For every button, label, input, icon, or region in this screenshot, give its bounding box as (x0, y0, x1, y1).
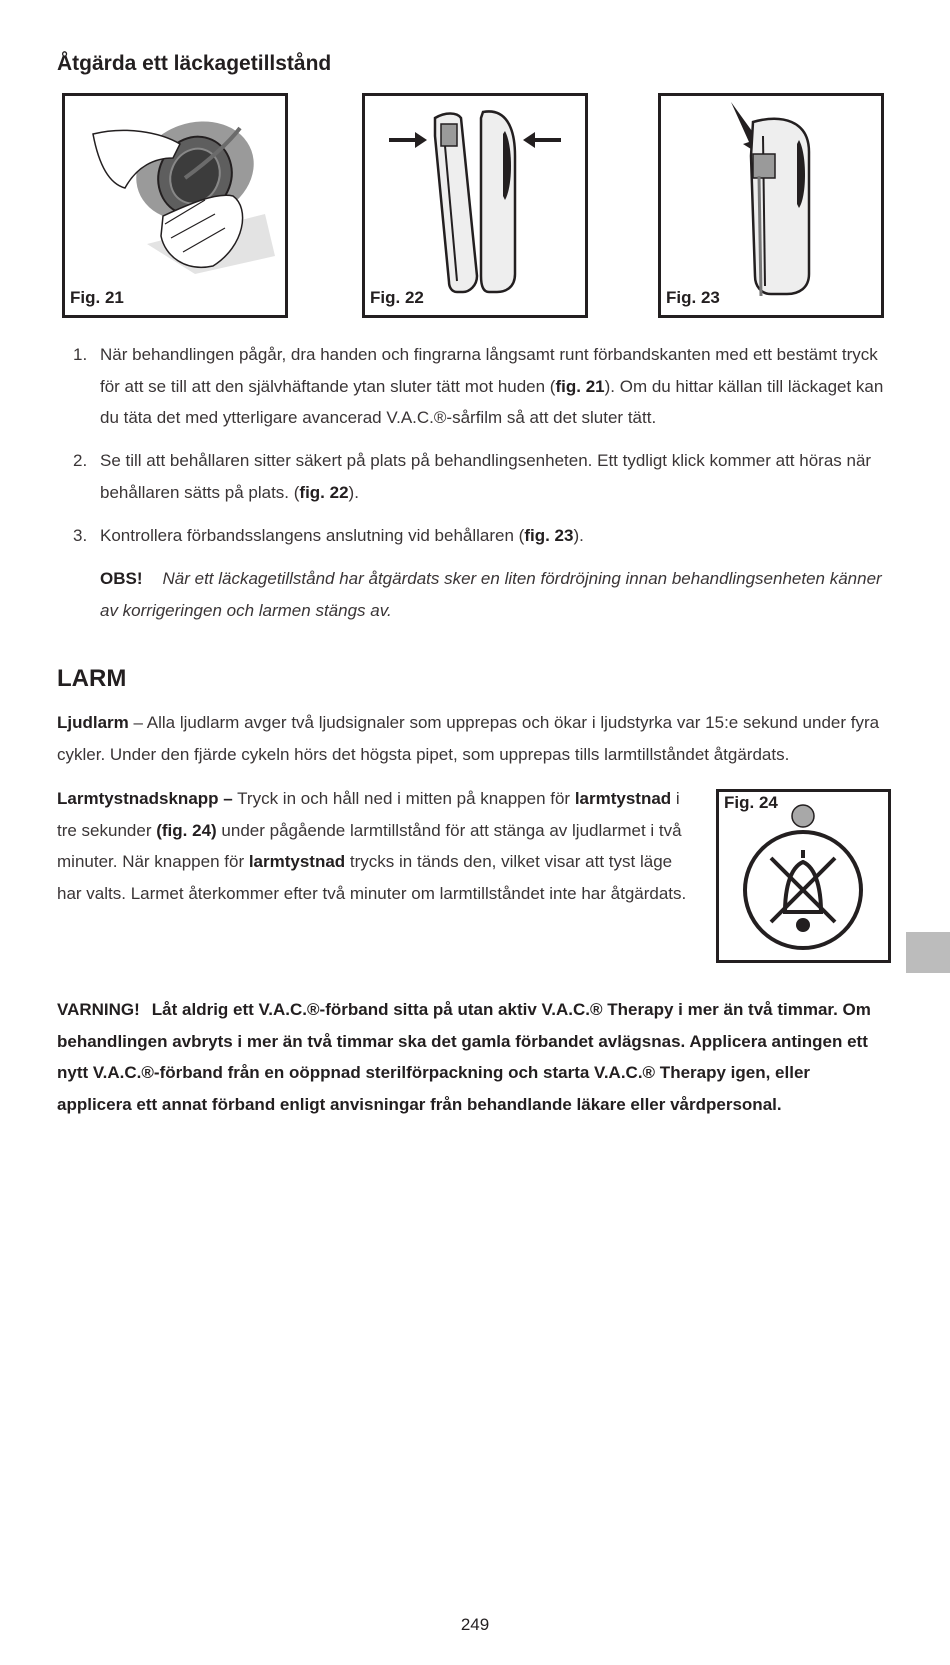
canister-attach-illustration (365, 96, 585, 315)
step-text: ). Om du hittar källan till läckaget kan du täta det med ytterligare avancerad V.A.C.®-sårfilm så att det sluter tätt. (100, 376, 884, 427)
figure-reference: fig. 22 (299, 482, 349, 502)
figure-24-label: Fig. 24 (724, 793, 778, 812)
step-text: ). (573, 526, 584, 545)
paragraph-text: trycks in tänds den, vilket visar att tyst läge har valts. Larmet återkommer efter två minuter om larmtillståndet inte har åtgärdats. (57, 852, 687, 903)
figure-reference: (fig. 24) (156, 820, 217, 840)
larmtystnad-paragraph (57, 783, 697, 909)
page-number: 249 (460, 1615, 490, 1634)
list-item (57, 339, 897, 434)
obs-text: När ett läckagetillstånd har åtgärdats sker en liten fördröjning innan behandlingsenheten känner av korrigeringen och larmen stängs av. (100, 569, 882, 620)
warning-label: VARNING! (57, 1000, 140, 1019)
hands-dressing-illustration (65, 96, 285, 315)
figure-21-label: Fig. 21 (70, 288, 124, 307)
figure-23 (658, 93, 884, 318)
chapter-tab (906, 932, 950, 973)
bold-term: larmtystnad (248, 852, 346, 871)
alarm-silence-icon (719, 792, 888, 960)
paragraph-text: under pågående larmtillstånd för att stänga av ljudlarmet i två minuter. När knappen för (57, 820, 682, 871)
step-text: Kontrollera förbandsslangens anslutning vid behållaren ( (100, 526, 525, 545)
list-item (57, 445, 897, 508)
larmtystnad-label: Larmtystnadsknapp – (57, 789, 233, 808)
bold-term: larmtystnad (574, 789, 672, 808)
larm-heading: LARM (57, 665, 127, 692)
list-item (57, 520, 897, 552)
ljudlarm-paragraph (57, 707, 897, 770)
ljudlarm-label: Ljudlarm (57, 713, 129, 732)
indicator-light-icon (792, 805, 814, 827)
step-text: ). (348, 482, 359, 502)
step-text: När behandlingen pågår, dra handen och fingrarna långsamt runt förbandskanten med ett bestämt tryck för att se till att den självhäftande ytan sluter tätt mot huden ( (100, 345, 878, 396)
warning-block (57, 994, 887, 1120)
figure-22-label: Fig. 22 (370, 288, 424, 307)
step-text: Se till att behållaren sitter säkert på plats på behandlingsenheten. Ett tydligt klick kommer att höras när behållaren sätts på plats. ( (100, 451, 872, 502)
warning-text: Låt aldrig ett V.A.C.®-förband sitta på utan aktiv V.A.C.® Therapy i mer än två timmar. Om behandlingen avbryts i mer än två timmar ska det gamla förbandet avlägsnas. Applicera antingen ett nytt V.A.C.®-förband från en oöppnad sterilförpackning och starta V.A.C.® Therapy igen, eller applicera ett annat förband enligt anvisningar från behandlande läkare eller vårdpersonal. (57, 1000, 871, 1114)
tubing-connection-illustration (661, 96, 881, 315)
figure-21 (62, 93, 288, 318)
section-heading: Åtgärda ett läckagetillstånd (57, 52, 332, 75)
obs-label: OBS! (100, 569, 143, 588)
obs-note (100, 563, 900, 626)
step-number: 3. (73, 526, 88, 545)
figure-23-label: Fig. 23 (666, 288, 720, 307)
step-number: 1. (73, 345, 88, 364)
figure-reference: fig. 21 (555, 376, 605, 396)
figure-reference: fig. 23 (524, 526, 574, 545)
figure-24 (716, 789, 891, 963)
figure-22 (362, 93, 588, 318)
ljudlarm-text: – Alla ljudlarm avger två ljudsignaler som upprepas och ökar i ljudstyrka var 15:e sekund under fyra cykler. Under den fjärde cykeln hörs det högsta pipet, som upprepas tills larmtillståndet åtgärdats. (57, 713, 880, 764)
paragraph-text: i tre sekunder (57, 789, 680, 840)
paragraph-text: Tryck in och håll ned i mitten på knappen för (232, 789, 575, 808)
step-number: 2. (73, 451, 88, 470)
